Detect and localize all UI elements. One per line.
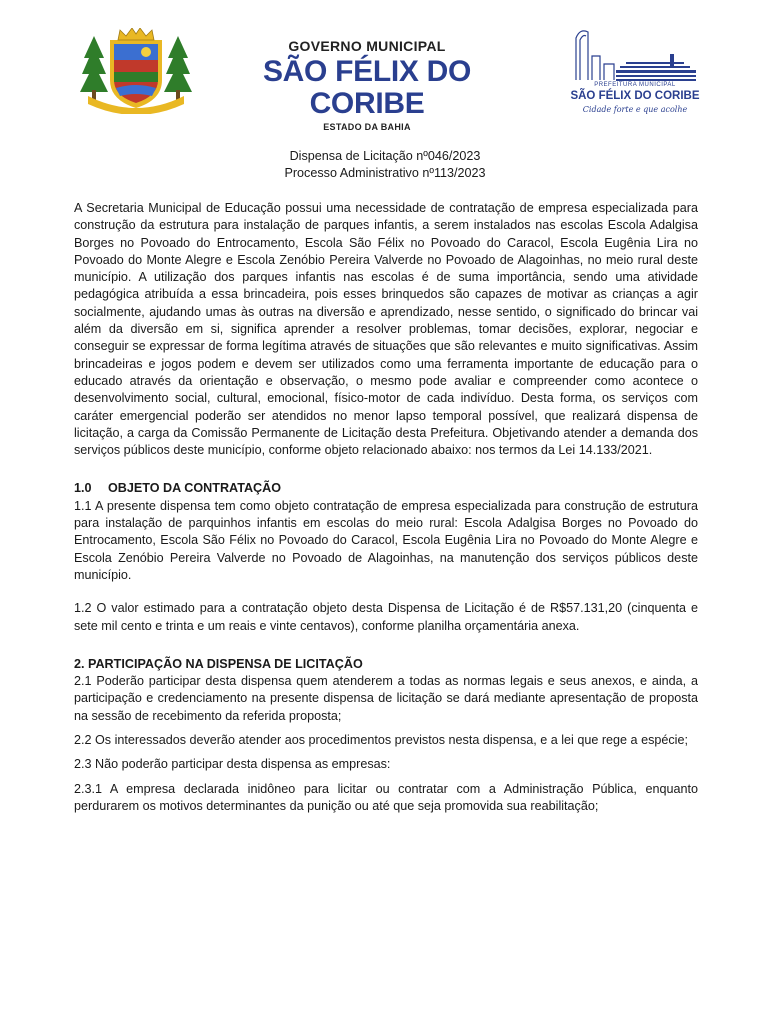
clause-2-3: 2.3 Não poderão participar desta dispensa as empresas:	[74, 757, 391, 772]
clause-1-2: 1.2 O valor estimado para a contratação objeto desta Dispensa de Licitação é de R$57.131,20 (cinquenta e sete mil cento e trinta e um reais e vinte centavos), conforme planilha orçamentária anexa.	[74, 601, 698, 633]
clause-2-2: 2.2 Os interessados deverão atender aos procedimentos previstos nesta dispensa, e a lei que rege a espécie;	[74, 733, 688, 748]
letterhead	[0, 0, 770, 130]
section-1-number: 1.0	[74, 481, 92, 496]
city-skyline-icon	[570, 26, 700, 82]
document-titles	[0, 148, 770, 182]
prefecture-label: PREFEITURA MUNICIPAL	[594, 82, 676, 88]
clause-2-3-1: 2.3.1 A empresa declarada inidôneo para licitar ou contratar com a Administração Pública, enquanto perdurarem os motivos determinantes da punição ou até que seja promovida sua reabilitação;	[74, 781, 698, 813]
municipality-name: SÃO FÉLIX DO CORIBE	[262, 55, 472, 120]
clause-2-1: 2.1 Poderão participar desta dispensa quem atenderem a todas as normas legais e seus anexos, e ainda, a participação e credenciamento na presente dispensa de licitação se dará mediante apresentação de proposta na sessão de recebimento da referida proposta;	[74, 674, 698, 723]
section-1-heading	[74, 480, 698, 497]
government-title	[222, 38, 512, 132]
prefecture-logo	[570, 26, 700, 118]
document-body	[74, 200, 698, 815]
section-1-title: OBJETO DA CONTRATAÇÃO	[108, 481, 282, 496]
intro-paragraph: A Secretaria Municipal de Educação possui uma necessidade de contratação de empresa especializada para construção da estrutura para instalação de parques infantis, a serem instalados nas escolas Escola Adalgisa Borges no Povoado do Entrocamento, Escola São Félix no Povoado do Caracol, Escola Eugênia Lira no Povoado do Monte Alegre e Escola Zenóbio Pereira Valverde no Povoado de Alagoinhas, no meio rural deste município. A utilização dos parques infantis nas escolas é de suma importância, sendo uma atividade pedagógica atribuída a essa brincadeira, pois esses brinquedos são capazes de motivar as crianças a agir socialmente, ajudando umas às outras na diversão e aprendizado, nesse sentido, o significado do brincar vai além da diversão em si, significa aprender a resolver problemas, tomar decisões, explorar, negociar e conseguir se expressar de forma legítima através de situações que são relevantes e muito significativas. Assim brincadeiras e jogos podem e devem ser utilizados como uma ferramenta importante de educação para o educado através da orientação e observação, o mesmo pode avaliar e compreender como acontece o desenvolvimento social, cultural, emocional, físico-motor de cada indivíduo. Desta forma, os serviços com caráter emergencial poderão ser atendidos no menor lapso temporal possível, que realizará dispensa de licitação, a carga da Comissão Permanente de Licitação desta Prefeitura. Objetivando atender a demanda dos serviços públicos deste município, conforme objeto relacionado abaixo: nos termos da Lei 14.133/2021.	[74, 201, 698, 458]
coat-of-arms-icon	[80, 28, 192, 114]
dispensa-number: Dispensa de Licitação nº046/2023	[289, 149, 481, 163]
section-2-heading: 2. PARTICIPAÇÃO NA DISPENSA DE LICITAÇÃO	[74, 656, 363, 671]
prefecture-name: SÃO FÉLIX DO CORIBE	[570, 90, 700, 102]
state-label: ESTADO DA BAHIA	[323, 122, 411, 132]
process-number: Processo Administrativo nº113/2023	[284, 166, 486, 180]
prefecture-slogan: Cidade forte e que acolhe	[582, 105, 688, 114]
government-label: GOVERNO MUNICIPAL	[288, 38, 446, 54]
clause-1-1: 1.1 A presente dispensa tem como objeto contratação de empresa especializada para construção de estrutura para instalação de parquinhos infantis em escolas do meio rural: Escola Adalgisa Borges no Povoado do Entrocamento, Escola São Félix no Povoado do Caracol, Escola Eugênia Lira no Povoado do Monte Alegre e Escola Zenóbio Pereira Valverde no Povoado de Alagoinhas, na manutenção dos serviços públicos deste município.	[74, 498, 698, 582]
